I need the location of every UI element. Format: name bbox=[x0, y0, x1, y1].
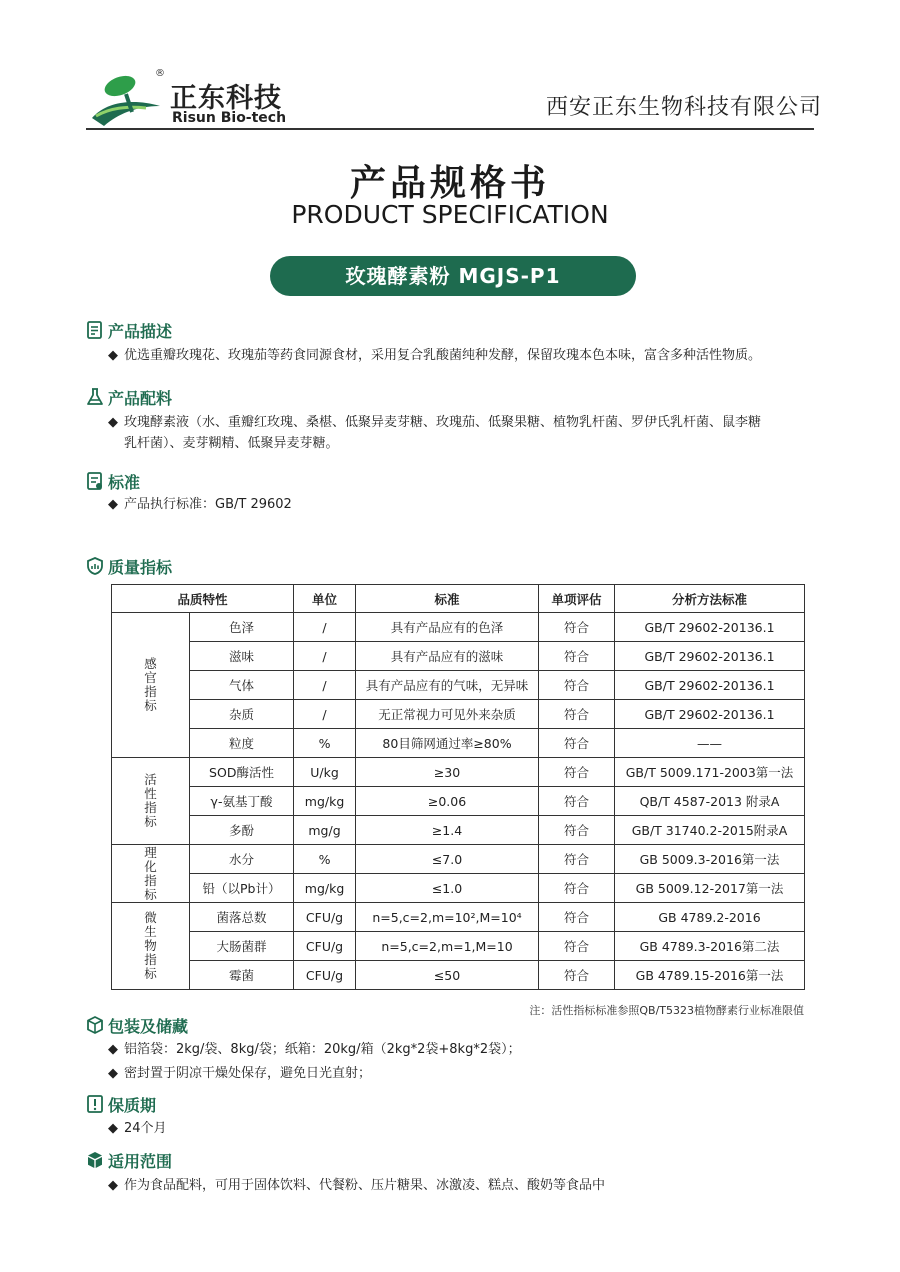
cell-method: GB 5009.12-2017第一法 bbox=[615, 874, 805, 903]
cell-standard: 无正常视力可见外来杂质 bbox=[356, 700, 539, 729]
section-standard-label: 标准 bbox=[108, 472, 141, 492]
section-quality-label: 质量指标 bbox=[108, 557, 173, 577]
bullet-diamond-icon: ◆ bbox=[108, 1178, 118, 1193]
group-label-physchem: 理 化 指 标 bbox=[112, 845, 190, 903]
cell-unit: CFU/g bbox=[294, 903, 356, 932]
cell-item: 铅（以Pb计） bbox=[190, 874, 294, 903]
cell-eval: 符合 bbox=[539, 932, 615, 961]
cell-method: QB/T 4587-2013 附录A bbox=[615, 787, 805, 816]
cell-eval: 符合 bbox=[539, 961, 615, 990]
shield-chart-icon bbox=[86, 557, 104, 575]
cell-unit: % bbox=[294, 729, 356, 758]
cell-unit: mg/kg bbox=[294, 874, 356, 903]
logo-text-en: Risun Bio-tech bbox=[172, 110, 287, 126]
cell-method: GB 4789.2-2016 bbox=[615, 903, 805, 932]
section-shelf-life-heading bbox=[86, 1092, 156, 1116]
storage-item bbox=[108, 1064, 371, 1083]
section-packaging-heading bbox=[86, 1013, 188, 1037]
cell-standard: ≥1.4 bbox=[356, 816, 539, 845]
section-scope-heading bbox=[86, 1148, 172, 1172]
standard-item bbox=[108, 495, 292, 514]
cell-item: 气体 bbox=[190, 671, 294, 700]
packaging-text: 铝箔袋：2kg/袋、8kg/袋；纸箱：20kg/箱（2kg*2袋+8kg*2袋）； bbox=[124, 1042, 521, 1057]
company-logo bbox=[86, 70, 316, 130]
column-header: 标准 bbox=[356, 585, 539, 613]
cell-method: GB/T 29602-20136.1 bbox=[615, 700, 805, 729]
table-row bbox=[112, 671, 805, 700]
cell-standard: 具有产品应有的气味，无异味 bbox=[356, 671, 539, 700]
page-title-en: PRODUCT SPECIFICATION bbox=[291, 200, 609, 229]
table-row bbox=[112, 700, 805, 729]
cube-icon bbox=[86, 1151, 104, 1169]
bullet-diamond-icon: ◆ bbox=[108, 1121, 118, 1136]
section-scope-label: 适用范围 bbox=[108, 1151, 173, 1171]
table-row bbox=[112, 903, 805, 932]
registered-mark: ® bbox=[155, 68, 165, 79]
cell-eval: 符合 bbox=[539, 700, 615, 729]
cell-item: 色泽 bbox=[190, 613, 294, 642]
document-icon bbox=[86, 321, 104, 339]
cell-method: GB/T 31740.2-2015附录A bbox=[615, 816, 805, 845]
shelf-life-text: 24个月 bbox=[124, 1121, 167, 1136]
section-description-heading bbox=[86, 318, 172, 342]
company-name: 西安正东生物科技有限公司 bbox=[545, 95, 822, 120]
bullet-diamond-icon: ◆ bbox=[108, 1066, 118, 1081]
cell-eval: 符合 bbox=[539, 671, 615, 700]
cell-unit: / bbox=[294, 700, 356, 729]
cell-standard: ≤7.0 bbox=[356, 845, 539, 874]
cell-standard: ≥30 bbox=[356, 758, 539, 787]
group-label-activity: 活 性 指 标 bbox=[112, 758, 190, 845]
scope-item bbox=[108, 1176, 605, 1195]
cell-standard: ≤1.0 bbox=[356, 874, 539, 903]
table-header-row bbox=[112, 585, 805, 613]
section-packaging-label: 包装及储藏 bbox=[108, 1016, 189, 1036]
cell-method: GB 4789.3-2016第二法 bbox=[615, 932, 805, 961]
cell-method: GB/T 29602-20136.1 bbox=[615, 642, 805, 671]
cell-eval: 符合 bbox=[539, 787, 615, 816]
cell-method: GB/T 29602-20136.1 bbox=[615, 671, 805, 700]
column-header: 分析方法标准 bbox=[615, 585, 805, 613]
table-footnote: 注：活性指标标准参照QB/T5323植物酵素行业标准限值 bbox=[529, 1004, 804, 1017]
bullet-diamond-icon: ◆ bbox=[108, 1042, 118, 1057]
column-header: 单项评估 bbox=[539, 585, 615, 613]
header-divider bbox=[86, 128, 814, 130]
cell-method: GB/T 5009.171-2003第一法 bbox=[615, 758, 805, 787]
table-row bbox=[112, 816, 805, 845]
cell-unit: CFU/g bbox=[294, 961, 356, 990]
cell-unit: U/kg bbox=[294, 758, 356, 787]
cell-item: 滋味 bbox=[190, 642, 294, 671]
description-text: 优选重瓣玫瑰花、玫瑰茄等药食同源食材，采用复合乳酸菌纯种发酵，保留玫瑰本色本味，富含多种活性物质。 bbox=[124, 348, 762, 363]
shelf-life-item bbox=[108, 1119, 167, 1138]
table-row bbox=[112, 729, 805, 758]
cell-unit: mg/kg bbox=[294, 787, 356, 816]
cell-item: 粒度 bbox=[190, 729, 294, 758]
cell-standard: ≤50 bbox=[356, 961, 539, 990]
group-label-microbial: 微 生 物 指 标 bbox=[112, 903, 190, 990]
cell-item: 菌落总数 bbox=[190, 903, 294, 932]
cell-standard: 具有产品应有的色泽 bbox=[356, 613, 539, 642]
cell-item: 多酚 bbox=[190, 816, 294, 845]
section-ingredients-label: 产品配料 bbox=[108, 388, 173, 408]
cell-eval: 符合 bbox=[539, 903, 615, 932]
standard-text: 产品执行标准：GB/T 29602 bbox=[124, 497, 292, 512]
page-title-cn: 产品规格书 bbox=[349, 163, 550, 204]
table-row bbox=[112, 642, 805, 671]
group-label-sensory: 感 官 指 标 bbox=[112, 613, 190, 758]
cell-unit: / bbox=[294, 671, 356, 700]
cell-unit: / bbox=[294, 642, 356, 671]
cell-standard: ≥0.06 bbox=[356, 787, 539, 816]
cell-unit: / bbox=[294, 613, 356, 642]
cell-standard: 80目筛网通过率≥80% bbox=[356, 729, 539, 758]
table-row bbox=[112, 758, 805, 787]
cell-eval: 符合 bbox=[539, 729, 615, 758]
cell-eval: 符合 bbox=[539, 845, 615, 874]
quality-spec-table bbox=[111, 584, 805, 990]
cell-item: γ-氨基丁酸 bbox=[190, 787, 294, 816]
leaf-logo-icon bbox=[86, 72, 168, 128]
section-description-label: 产品描述 bbox=[108, 321, 173, 341]
cell-eval: 符合 bbox=[539, 816, 615, 845]
bullet-diamond-icon: ◆ bbox=[108, 497, 118, 512]
table-row bbox=[112, 613, 805, 642]
box-icon bbox=[86, 1016, 104, 1034]
column-header: 品质特性 bbox=[112, 585, 294, 613]
ingredients-text-line1: 玫瑰酵素液（水、重瓣红玫瑰、桑椹、低聚异麦芽糖、玫瑰茄、低聚果糖、植物乳杆菌、罗伊氏乳杆菌、鼠李糖 bbox=[124, 415, 762, 430]
cell-standard: n=5,c=2,m=10²,M=10⁴ bbox=[356, 903, 539, 932]
description-item bbox=[108, 346, 761, 365]
section-shelf-life-label: 保质期 bbox=[108, 1095, 157, 1115]
cell-method: GB/T 29602-20136.1 bbox=[615, 613, 805, 642]
scope-text: 作为食品配料，可用于固体饮料、代餐粉、压片糖果、冰激凌、糕点、酸奶等食品中 bbox=[124, 1178, 606, 1193]
cell-eval: 符合 bbox=[539, 613, 615, 642]
ingredients-item bbox=[108, 413, 761, 432]
table-row bbox=[112, 787, 805, 816]
checklist-icon bbox=[86, 472, 104, 490]
ingredients-text-line2: 乳杆菌）、麦芽糊精、低聚异麦芽糖。 bbox=[124, 436, 339, 451]
logo-text-cn: 正东科技 bbox=[170, 83, 282, 114]
table-row bbox=[112, 932, 805, 961]
cell-item: 杂质 bbox=[190, 700, 294, 729]
table-row bbox=[112, 874, 805, 903]
cell-eval: 符合 bbox=[539, 758, 615, 787]
column-header: 单位 bbox=[294, 585, 356, 613]
section-standard-heading bbox=[86, 469, 140, 493]
bullet-diamond-icon: ◆ bbox=[108, 348, 118, 363]
section-ingredients-heading bbox=[86, 385, 172, 409]
cell-item: 霉菌 bbox=[190, 961, 294, 990]
cell-item: SOD酶活性 bbox=[190, 758, 294, 787]
cell-unit: mg/g bbox=[294, 816, 356, 845]
flask-icon bbox=[86, 388, 104, 406]
cell-standard: 具有产品应有的滋味 bbox=[356, 642, 539, 671]
cell-unit: CFU/g bbox=[294, 932, 356, 961]
cell-item: 水分 bbox=[190, 845, 294, 874]
packaging-item bbox=[108, 1040, 521, 1059]
cell-unit: % bbox=[294, 845, 356, 874]
cell-eval: 符合 bbox=[539, 642, 615, 671]
storage-text: 密封置于阴凉干燥处保存，避免日光直射； bbox=[124, 1066, 372, 1081]
section-quality-heading bbox=[86, 554, 172, 578]
cell-standard: n=5,c=2,m=1,M=10 bbox=[356, 932, 539, 961]
cell-item: 大肠菌群 bbox=[190, 932, 294, 961]
bullet-diamond-icon: ◆ bbox=[108, 415, 118, 430]
cell-method: GB 5009.3-2016第一法 bbox=[615, 845, 805, 874]
cell-eval: 符合 bbox=[539, 874, 615, 903]
table-row bbox=[112, 845, 805, 874]
product-name-banner: 玫瑰酵素粉 MGJS-P1 bbox=[270, 256, 636, 296]
cell-method: GB 4789.15-2016第一法 bbox=[615, 961, 805, 990]
table-row bbox=[112, 961, 805, 990]
alert-icon bbox=[86, 1095, 104, 1113]
cell-method: —— bbox=[615, 729, 805, 758]
